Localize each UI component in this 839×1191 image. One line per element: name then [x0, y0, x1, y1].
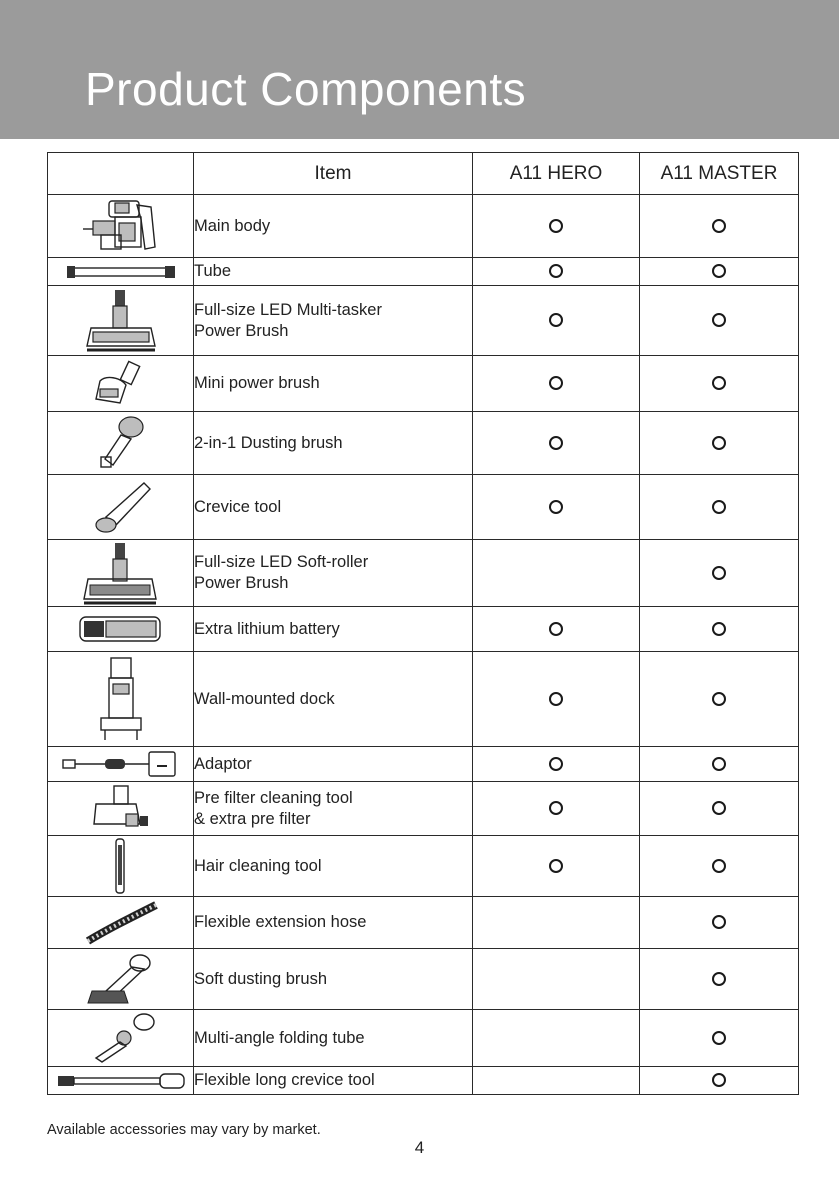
- hero-cell: [473, 195, 640, 258]
- master-cell: [640, 747, 799, 782]
- included-mark: [712, 757, 726, 771]
- table-row: [48, 1067, 799, 1095]
- item-image-cell: [48, 475, 194, 540]
- included-mark: [549, 313, 563, 327]
- item-name-line2: Power Brush: [194, 574, 289, 592]
- included-mark: [712, 692, 726, 706]
- included-mark: [712, 1031, 726, 1045]
- table-row: [48, 286, 799, 356]
- included-mark: [712, 566, 726, 580]
- table-row: [48, 1010, 799, 1067]
- master-cell: [640, 897, 799, 949]
- item-name: Full-size LED Multi-tasker: [194, 300, 382, 319]
- included-mark: [712, 500, 726, 514]
- dusting-brush-icon: [48, 413, 193, 473]
- master-cell: [640, 356, 799, 412]
- master-cell: [640, 949, 799, 1010]
- item-name: Main body: [194, 216, 271, 235]
- item-name-cell: [194, 412, 473, 475]
- multi-tasker-brush-icon: [48, 288, 193, 354]
- main-body-icon: [48, 197, 193, 255]
- item-name-cell: [194, 836, 473, 897]
- item-image-cell: [48, 1067, 194, 1095]
- item-name-cell: [194, 356, 473, 412]
- table-header-row: [48, 153, 799, 195]
- pre-filter-tool-icon: [48, 784, 193, 834]
- master-cell: [640, 475, 799, 540]
- master-cell: [640, 782, 799, 836]
- hero-cell: [473, 1067, 640, 1095]
- item-name-cell: [194, 195, 473, 258]
- table-row: [48, 949, 799, 1010]
- included-mark: [712, 219, 726, 233]
- included-mark: [549, 376, 563, 390]
- col-header-master: A11 MASTER: [640, 153, 799, 195]
- item-name-line2: Power Brush: [194, 321, 289, 340]
- item-name-cell: [194, 540, 473, 607]
- table-row: [48, 475, 799, 540]
- master-cell: [640, 652, 799, 747]
- item-image-cell: [48, 540, 194, 607]
- item-name: Crevice tool: [194, 497, 282, 516]
- master-cell: [640, 195, 799, 258]
- hero-cell: [473, 412, 640, 475]
- page-title: Product Components: [85, 63, 527, 115]
- hero-cell: [473, 949, 640, 1010]
- table-row: [48, 412, 799, 475]
- hero-cell: [473, 607, 640, 652]
- master-cell: [640, 1067, 799, 1095]
- included-mark: [549, 757, 563, 771]
- table-row: [48, 836, 799, 897]
- master-cell: [640, 258, 799, 286]
- item-image-cell: [48, 747, 194, 782]
- item-name: Full-size LED Soft-roller: [194, 553, 369, 571]
- item-image-cell: [48, 258, 194, 286]
- included-mark: [712, 313, 726, 327]
- master-cell: [640, 1010, 799, 1067]
- item-image-cell: [48, 356, 194, 412]
- item-name-cell: [194, 258, 473, 286]
- footnote: Available accessories may vary by market.: [47, 1122, 321, 1138]
- item-name-cell: [194, 782, 473, 836]
- master-cell: [640, 412, 799, 475]
- item-image-cell: [48, 195, 194, 258]
- included-mark: [549, 622, 563, 636]
- table-row: [48, 747, 799, 782]
- hero-cell: [473, 836, 640, 897]
- item-name-line2: & extra pre filter: [194, 809, 311, 828]
- item-name: Adaptor: [194, 754, 252, 773]
- hero-cell: [473, 782, 640, 836]
- item-name-cell: [194, 747, 473, 782]
- master-cell: [640, 836, 799, 897]
- item-name: Extra lithium battery: [194, 619, 340, 638]
- hair-cleaning-tool-icon: [48, 837, 193, 895]
- page-number: 4: [414, 1138, 425, 1157]
- included-mark: [549, 500, 563, 514]
- adaptor-icon: [48, 750, 193, 778]
- included-mark: [549, 264, 563, 278]
- table-row: [48, 897, 799, 949]
- included-mark: [549, 801, 563, 815]
- table-row: [48, 356, 799, 412]
- included-mark: [549, 692, 563, 706]
- included-mark: [712, 376, 726, 390]
- item-name: Multi-angle folding tube: [194, 1028, 365, 1047]
- item-name-cell: [194, 949, 473, 1010]
- item-image-cell: [48, 412, 194, 475]
- item-name: Wall-mounted dock: [194, 689, 335, 708]
- item-image-cell: [48, 836, 194, 897]
- col-header-item: Item: [194, 153, 473, 195]
- master-cell: [640, 286, 799, 356]
- item-image-cell: [48, 1010, 194, 1067]
- included-mark: [712, 1073, 726, 1087]
- included-mark: [712, 972, 726, 986]
- item-name-cell: [194, 286, 473, 356]
- item-image-cell: [48, 286, 194, 356]
- hero-cell: [473, 540, 640, 607]
- item-name: Flexible extension hose: [194, 913, 367, 931]
- included-mark: [549, 219, 563, 233]
- table-row: [48, 607, 799, 652]
- battery-icon: [48, 611, 193, 647]
- item-name-cell: [194, 897, 473, 949]
- item-name: Mini power brush: [194, 374, 320, 392]
- included-mark: [712, 622, 726, 636]
- included-mark: [712, 915, 726, 929]
- master-cell: [640, 607, 799, 652]
- long-crevice-tool-icon: [48, 1070, 193, 1092]
- item-image-cell: [48, 652, 194, 747]
- table-row: [48, 652, 799, 747]
- components-table: [47, 152, 799, 1095]
- item-image-cell: [48, 782, 194, 836]
- col-header-image: [48, 153, 194, 195]
- included-mark: [712, 264, 726, 278]
- item-name: 2-in-1 Dusting brush: [194, 433, 343, 452]
- included-mark: [549, 859, 563, 873]
- wall-dock-icon: [48, 654, 193, 744]
- item-name: Pre filter cleaning tool: [194, 788, 353, 807]
- item-name-cell: [194, 607, 473, 652]
- hero-cell: [473, 475, 640, 540]
- soft-roller-brush-icon: [48, 541, 193, 605]
- col-header-hero: A11 HERO: [473, 153, 640, 195]
- master-cell: [640, 540, 799, 607]
- soft-dusting-brush-icon: [48, 951, 193, 1007]
- hero-cell: [473, 286, 640, 356]
- item-name-cell: [194, 475, 473, 540]
- item-name: Hair cleaning tool: [194, 856, 322, 875]
- tube-icon: [48, 264, 193, 280]
- hero-cell: [473, 356, 640, 412]
- hero-cell: [473, 1010, 640, 1067]
- item-image-cell: [48, 897, 194, 949]
- item-name: Soft dusting brush: [194, 969, 327, 988]
- hero-cell: [473, 747, 640, 782]
- crevice-tool-icon: [48, 477, 193, 537]
- table-row: [48, 782, 799, 836]
- hero-cell: [473, 258, 640, 286]
- item-name-cell: [194, 1010, 473, 1067]
- included-mark: [712, 801, 726, 815]
- item-name: Flexible long crevice tool: [194, 1071, 375, 1089]
- item-name: Tube: [194, 262, 231, 280]
- item-name-cell: [194, 1067, 473, 1095]
- table-row: [48, 195, 799, 258]
- folding-tube-icon: [48, 1012, 193, 1064]
- hero-cell: [473, 652, 640, 747]
- included-mark: [712, 859, 726, 873]
- item-name-cell: [194, 652, 473, 747]
- table-row: [48, 258, 799, 286]
- included-mark: [549, 436, 563, 450]
- table-row: [48, 540, 799, 607]
- hero-cell: [473, 897, 640, 949]
- item-image-cell: [48, 949, 194, 1010]
- extension-hose-icon: [48, 899, 193, 947]
- mini-power-brush-icon: [48, 359, 193, 409]
- included-mark: [712, 436, 726, 450]
- item-image-cell: [48, 607, 194, 652]
